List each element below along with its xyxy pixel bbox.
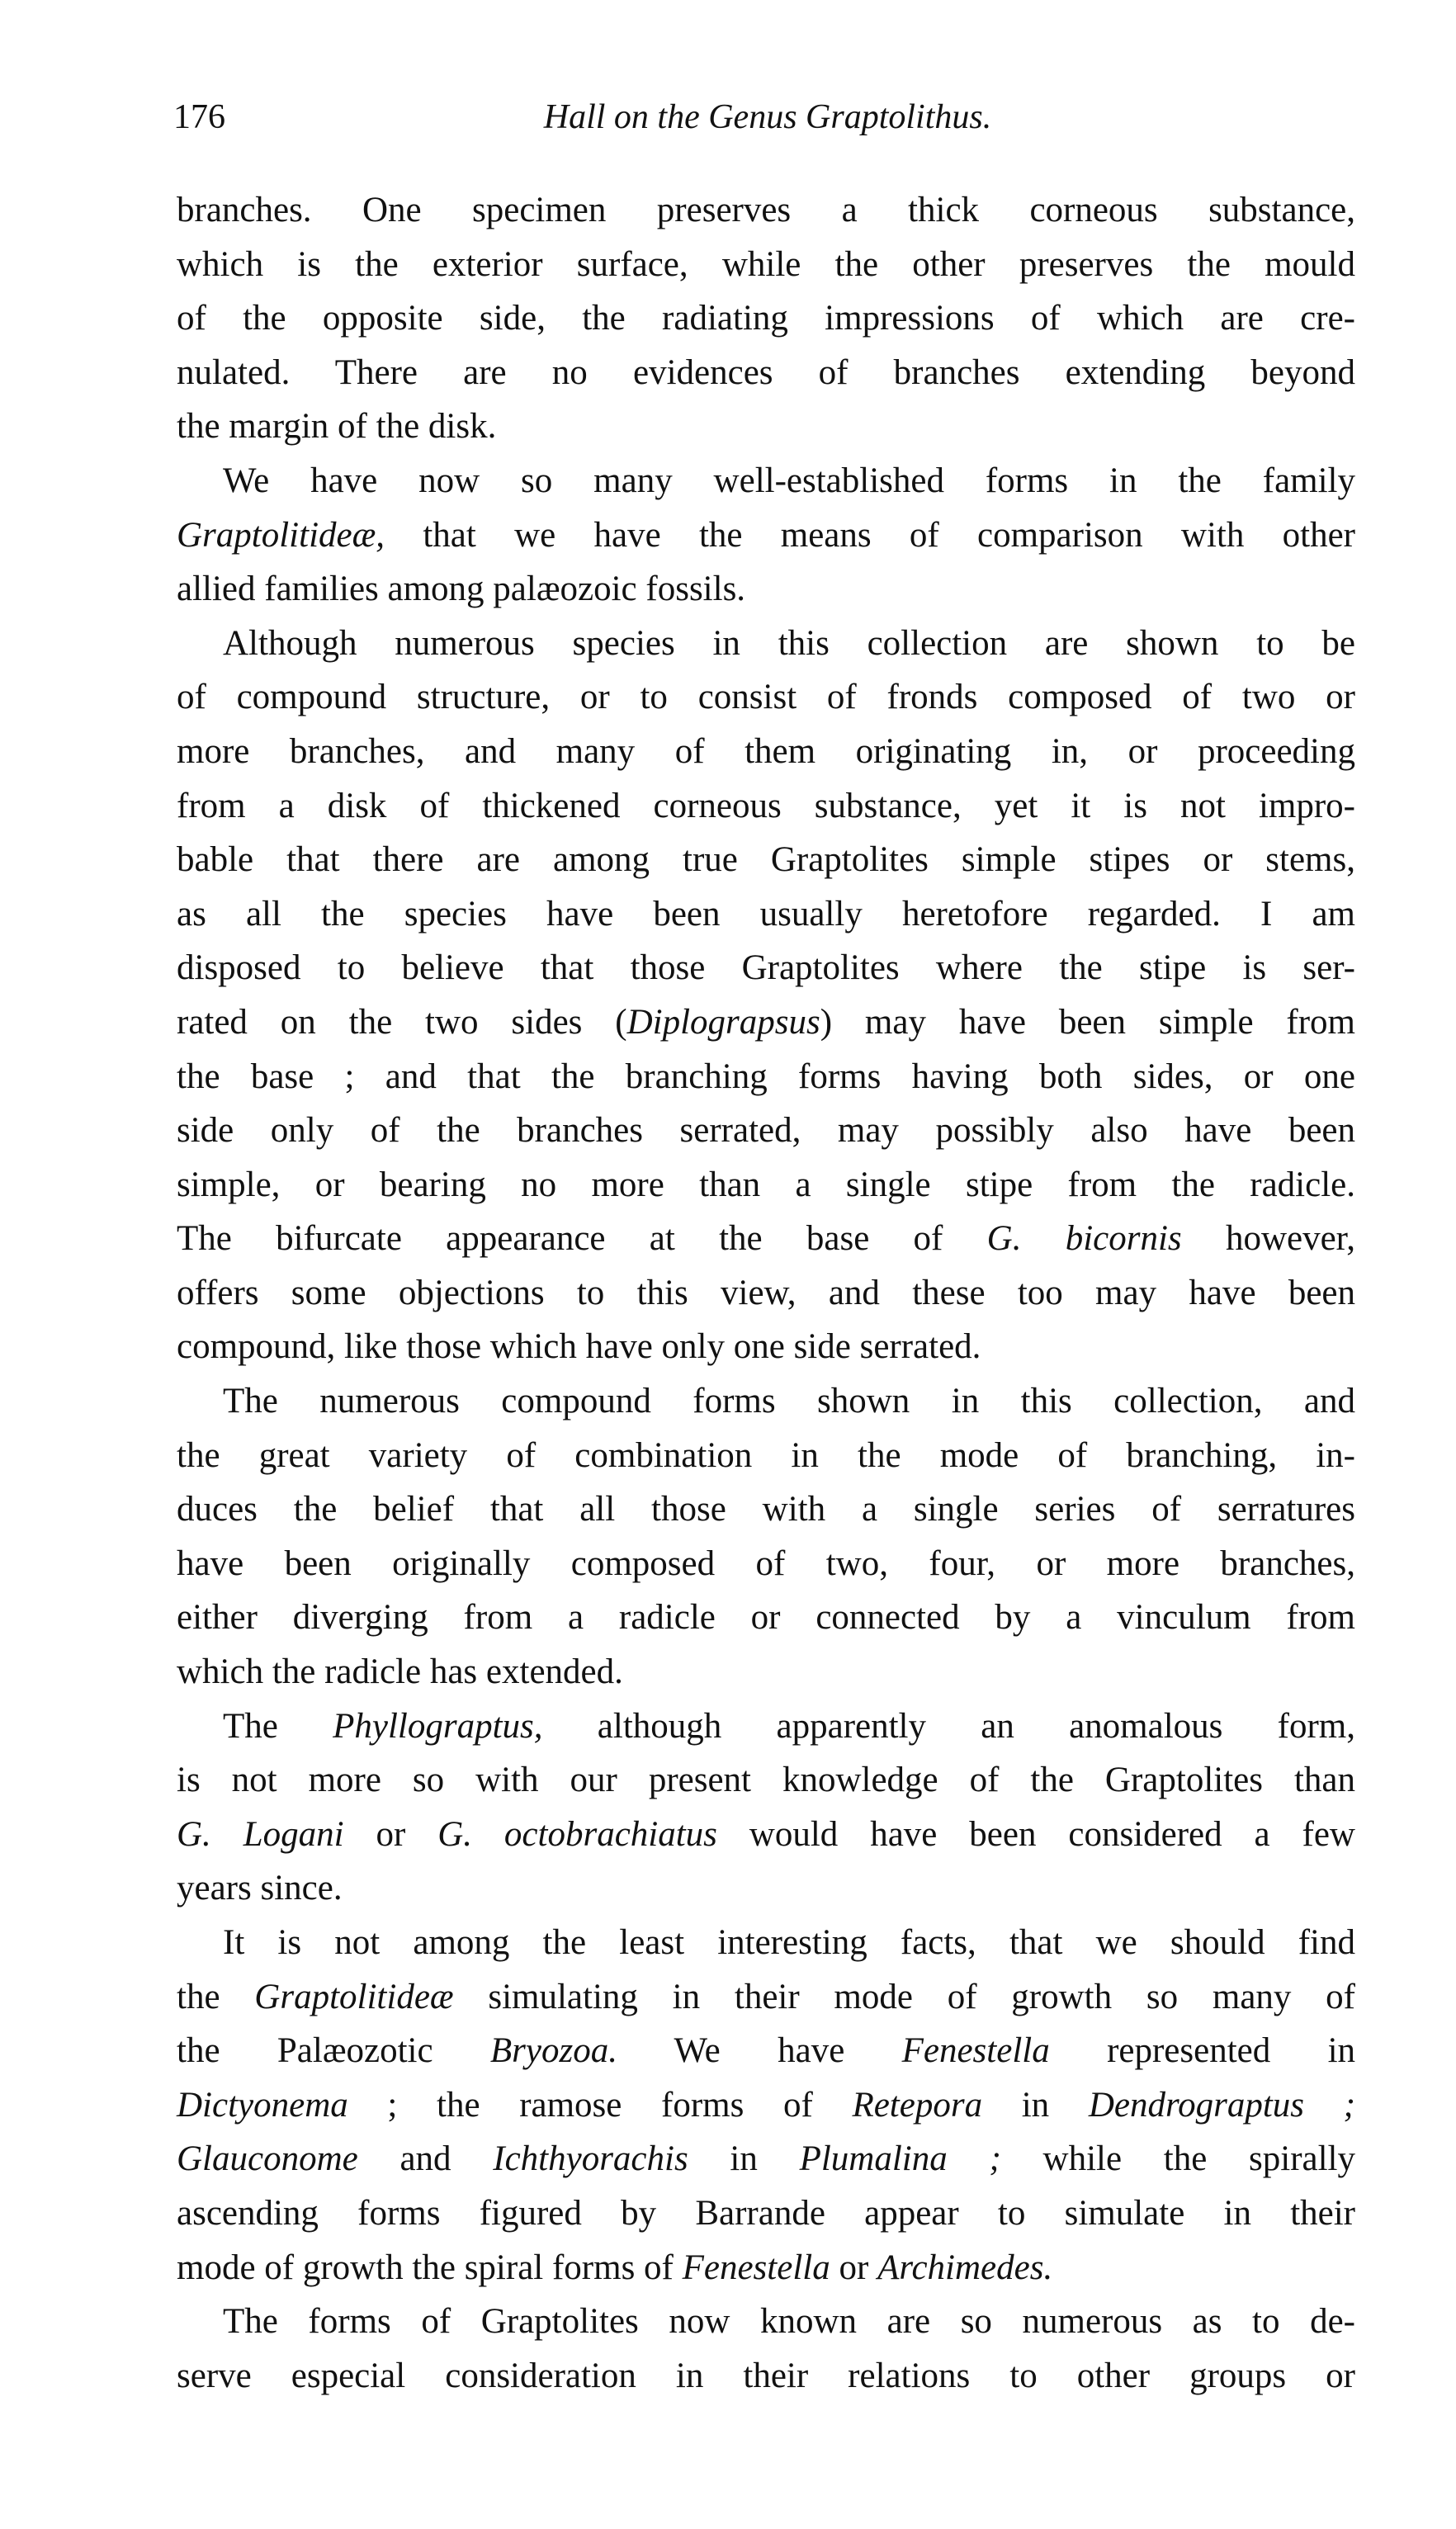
paragraph <box>177 183 1355 454</box>
paragraph <box>177 617 1355 1374</box>
text-line <box>177 1212 1355 1266</box>
text-line: the base ; and that the branching forms having both sides, or one <box>177 1057 1355 1096</box>
text-line: from a disk of thickened corneous substance, yet it is not impro- <box>177 786 1355 825</box>
text-line <box>177 1699 1355 1754</box>
text-line: duces the belief that all those with a single series of serratures <box>177 1490 1355 1529</box>
text-run: The bifurcate appearance at the base of <box>177 1219 987 1259</box>
text-line: have been originally composed of two, four, or more branches, <box>177 1543 1355 1583</box>
italic-term: Fenestella <box>682 2248 830 2287</box>
text-run: ) may have been simple from <box>820 1002 1355 1042</box>
text-run: mode of growth the spiral forms of <box>177 2248 683 2287</box>
italic-term: Diplograpsus <box>626 1002 820 1042</box>
text-line <box>177 1808 1355 1862</box>
text-run: while the spirally <box>1000 2139 1355 2179</box>
page-number: 176 <box>173 98 225 136</box>
text-line: bable that there are among true Graptolites simple stipes or stems, <box>177 840 1355 880</box>
text-line <box>177 2132 1355 2186</box>
running-head: Hall on the Genus Graptolithus. <box>543 98 992 136</box>
italic-term: Phyllograptus, <box>333 1706 543 1746</box>
paragraph <box>177 1916 1355 2295</box>
italic-term: Glauconome <box>177 2139 358 2179</box>
italic-term: G. bicornis <box>986 1219 1182 1259</box>
text-line: It is not among the least interesting facts, that we should find <box>223 1923 1355 1962</box>
italic-term: Dendrograptus ; <box>1088 2085 1355 2125</box>
text-line: which the radicle has extended. <box>177 1652 623 1692</box>
text-line <box>177 2078 1355 2133</box>
text-line: side only of the branches serrated, may possibly also have been <box>177 1111 1355 1151</box>
text-line: serve especial consideration in their relations to other groups or <box>177 2356 1355 2395</box>
text-run: although apparently an anomalous form, <box>542 1706 1355 1746</box>
text-line: which is the exterior surface, while the other preserves the mould <box>177 244 1355 284</box>
text-run: ; the ramose forms of <box>347 2085 853 2125</box>
text-line: the margin of the disk. <box>177 407 497 447</box>
text-line <box>177 2024 1355 2078</box>
text-run: represented in <box>1049 2031 1356 2071</box>
italic-term: Bryozoa. <box>489 2031 617 2071</box>
text-run: or <box>830 2248 878 2287</box>
text-run: The <box>223 1706 333 1746</box>
text-line: branches. One specimen preserves a thick corneous substance, <box>177 191 1355 229</box>
paragraph <box>177 1374 1355 1699</box>
text-line: simple, or bearing no more than a single stipe from the radicle. <box>177 1165 1355 1204</box>
text-line: ascending forms figured by Barrande appear to simulate in their <box>177 2193 1355 2233</box>
italic-term: Graptolitideæ, <box>177 515 385 555</box>
italic-term: Dictyonema <box>177 2085 348 2125</box>
text-line: as all the species have been usually heretofore regarded. I am <box>177 894 1355 934</box>
text-run: in <box>982 2085 1089 2125</box>
text-line: more branches, and many of them originating in, or proceeding <box>177 731 1355 771</box>
text-line: The forms of Graptolites now known are so numerous as to de- <box>223 2302 1355 2342</box>
text-run: rated on the two sides ( <box>177 1002 627 1042</box>
text-run: in <box>688 2139 800 2179</box>
text-line: the great variety of combination in the mode of branching, in- <box>177 1435 1355 1475</box>
italic-term: Archimedes. <box>877 2248 1053 2287</box>
text-line <box>177 1970 1355 2025</box>
paragraph <box>177 1699 1355 1916</box>
text-line: compound, like those which have only one side serrated. <box>177 1327 981 1367</box>
text-line: offers some objections to this view, and these too may have been <box>177 1273 1355 1312</box>
text-line: years since. <box>177 1869 343 1908</box>
page-header <box>173 92 1362 150</box>
text-line: is not more so with our present knowledge of the Graptolites than <box>177 1761 1355 1800</box>
paragraph <box>177 2295 1355 2403</box>
italic-term: Plumalina ; <box>799 2139 1001 2179</box>
paragraph <box>177 454 1355 617</box>
text-run: that we have the means of comparison with other <box>385 515 1355 555</box>
body-text <box>177 183 1355 2403</box>
text-line <box>177 995 1355 1050</box>
text-run: however, <box>1181 1219 1356 1259</box>
text-line: nulated. There are no evidences of branches extending beyond <box>177 352 1355 392</box>
text-run: the <box>177 1977 255 2016</box>
text-line <box>177 2241 1355 2295</box>
text-line: either diverging from a radicle or connected by a vinculum from <box>177 1598 1355 1638</box>
italic-term: G. Logani <box>177 1814 344 1854</box>
text-line: of the opposite side, the radiating impressions of which are cre- <box>177 299 1355 338</box>
text-line: disposed to believe that those Graptolites where the stipe is ser- <box>177 948 1355 988</box>
text-run: and <box>357 2139 494 2179</box>
text-line: The numerous compound forms shown in this collection, and <box>223 1382 1355 1421</box>
italic-term: Graptolitideæ <box>254 1977 454 2016</box>
text-run: the Palæozotic <box>177 2031 490 2071</box>
text-line: We have now so many well-established forms in the family <box>223 461 1355 500</box>
text-run: We have <box>617 2031 902 2071</box>
text-run: would have been considered a few <box>716 1814 1355 1854</box>
text-line: Although numerous species in this collection are shown to be <box>223 623 1355 663</box>
text-run: or <box>343 1814 438 1854</box>
italic-term: Fenestella <box>901 2031 1050 2071</box>
italic-term: Ichthyorachis <box>493 2139 688 2179</box>
text-run: simulating in their mode of growth so many of <box>453 1977 1355 2016</box>
text-line: of compound structure, or to consist of fronds composed of two or <box>177 678 1355 717</box>
text-line: allied families among palæozoic fossils. <box>177 570 746 609</box>
text-line <box>177 508 1355 563</box>
italic-term: G. octobrachiatus <box>437 1814 717 1854</box>
italic-term: Retepora <box>852 2085 983 2125</box>
